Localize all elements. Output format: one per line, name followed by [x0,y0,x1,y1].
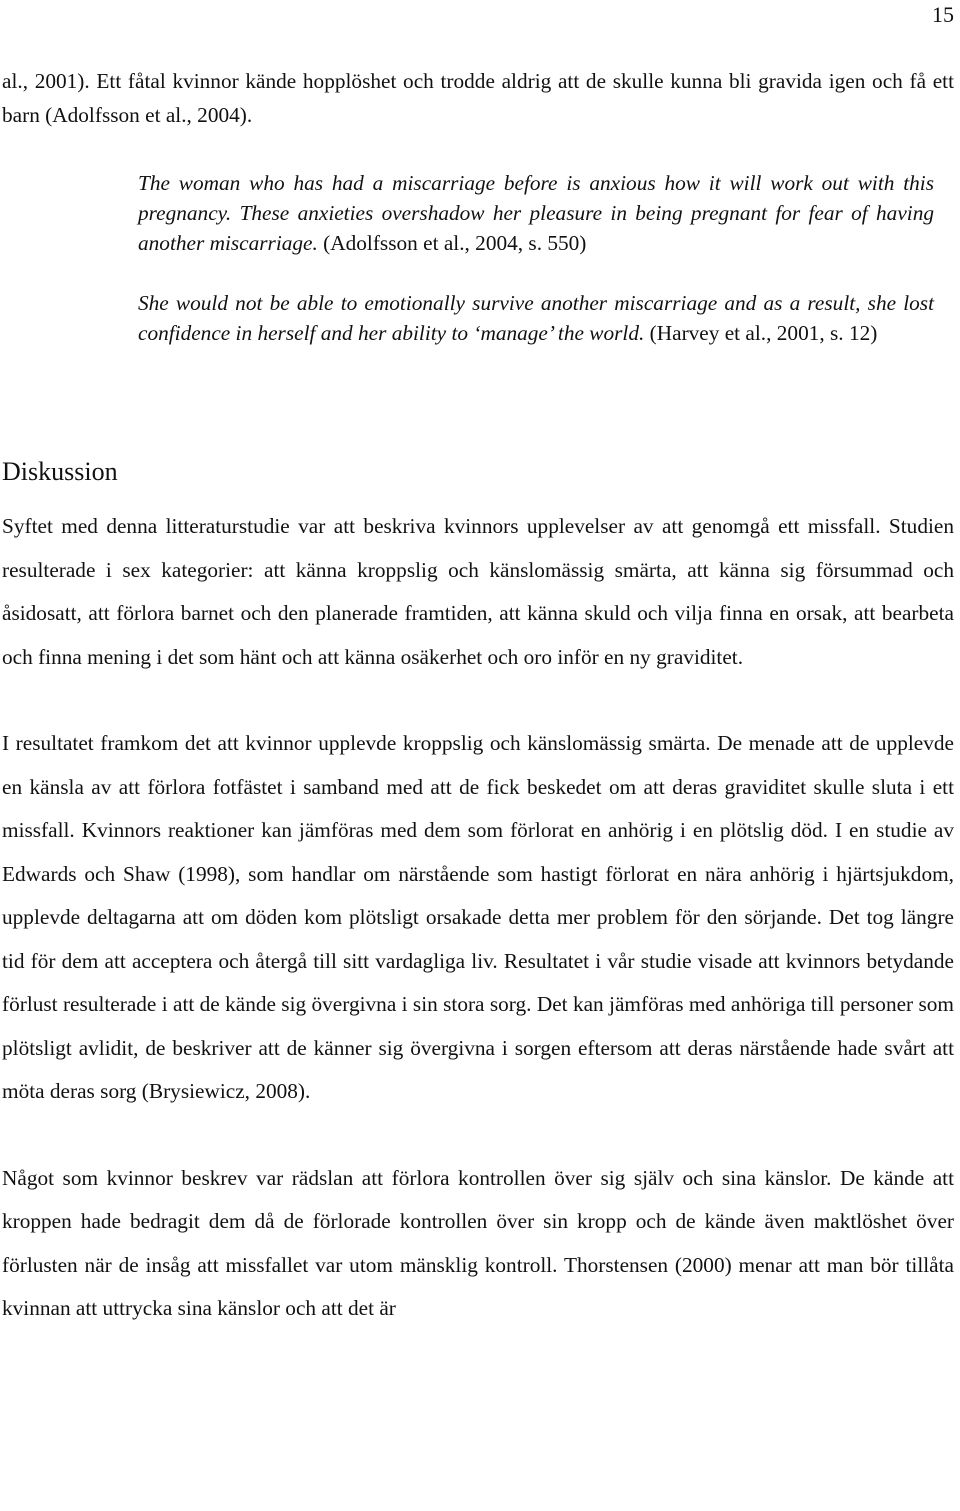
quote-text: She would not be able to emotionally survive another miscarriage and as a result, she lost confidence in herself and her ability to ‘manage’ the world. [138,291,934,345]
quote-text: The woman who has had a miscarriage before is anxious how it will work out with this pregnancy. These anxieties overshadow her pleasure in being pregnant for fear of having another miscarriage. [138,171,934,255]
body-paragraph: I resultatet framkom det att kvinnor upplevde kroppslig och känslomässig smärta. De menade att de upplevde en känsla av att förlora fotfästet i samband med att de fick beskedet om att deras graviditet skulle sluta i ett missfall. Kvinnors reaktioner kan jämföras med dem som förlorat en anhörig i en plötslig död. I en studie av Edwards och Shaw (1998), som handlar om närstående som hastigt förlorat en nära anhörig i hjärtsjukdom, upplevde deltagarna att om döden kom plötsligt orsakade detta mer problem för den sörjande. Det tog längre tid för dem att acceptera och återgå till sitt vardagliga liv. Resultatet i vår studie visade att kvinnors betydande förlust resulterade i att de kände sig övergivna i sin stora sorg. Det kan jämföras med anhöriga till personer som plötsligt avlidit, de beskriver att de känner sig övergivna i sorgen eftersom att deras närstående hade svårt att möta deras sorg (Brysiewicz, 2008). [2,731,954,1103]
body-paragraph: Något som kvinnor beskrev var rädslan att förlora kontrollen över sig själv och sina känslor. De kände att kroppen hade bedragit dem då de förlorade kontrollen över sin kropp och de kände även maktlöshet över förlusten när de insåg att missfallet var utom mänsklig kontroll. Thorstensen (2000) menar att man bör tillåta kvinnan att uttrycka sina känslor och att det är [2,1165,954,1320]
block-quote [138,168,934,258]
body-paragraph: Syftet med denna litteraturstudie var att beskriva kvinnors upplevelser av att genomgå ett missfall. Studien resulterade i sex kategorier: att känna kroppslig och känslomässig smärta, att känna sig försummad och åsidosatt, att förlora barnet och den planerade framtiden, att känna skuld och vilja finna en orsak, att bearbeta och finna mening i det som hänt och att känna osäkerhet och oro inför en ny graviditet. [2,514,954,669]
page-number: 15 [932,2,954,27]
intro-paragraph: al., 2001). Ett fåtal kvinnor kände hopplöshet och trodde aldrig att de skulle kunna bli gravida igen och få ett barn (Adolfsson et al., 2004). [2,69,954,127]
quote-citation: (Adolfsson et al., 2004, s. 550) [323,231,587,255]
document-body [2,64,954,1331]
block-quote [138,288,934,348]
quote-citation: (Harvey et al., 2001, s. 12) [649,321,878,345]
section-heading: Diskussion [2,457,118,486]
